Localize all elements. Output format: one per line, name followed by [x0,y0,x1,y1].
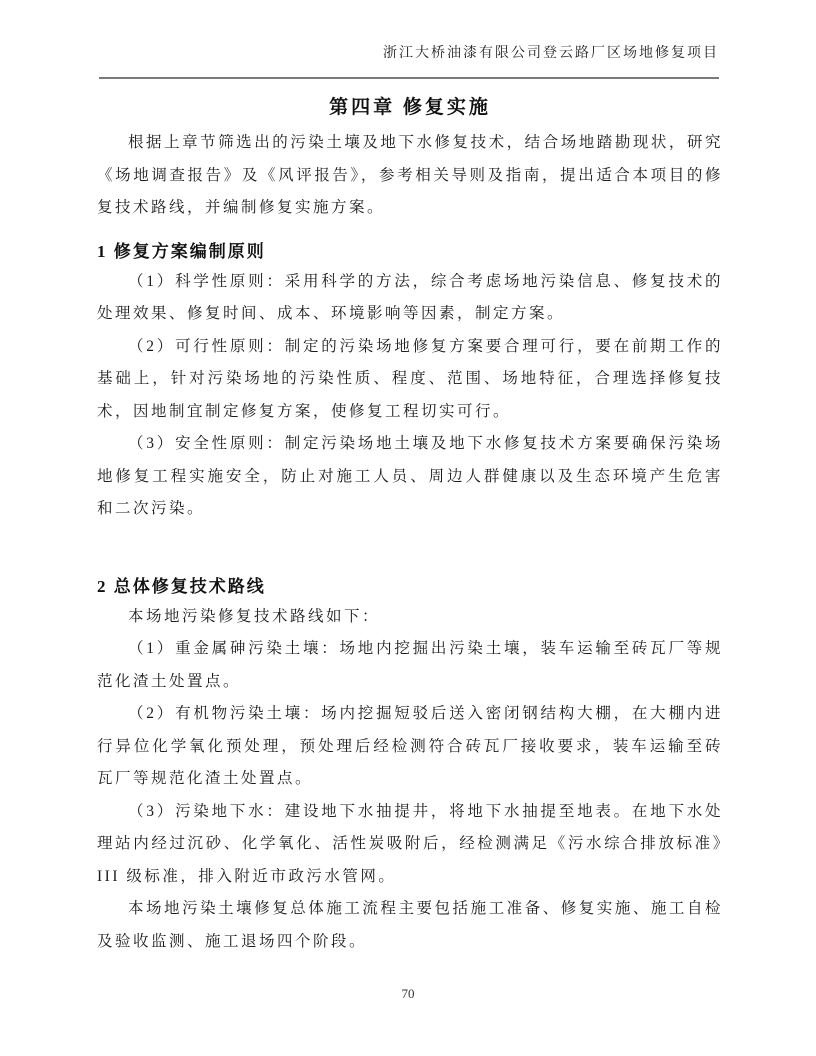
page-footer [0,986,816,1002]
section-2-heading: 2 总体修复技术路线 [97,576,266,596]
section-1-paragraph-3: （3）安全性原则：制定污染场地土壤及地下水修复技术方案要确保污染场地修复工程实施安全，防止对施工人员、周边人群健康以及生态环境产生危害和二次污染。 [97,435,723,517]
section-1-paragraph-1: （1）科学性原则：采用科学的方法，综合考虑场地污染信息、修复技术的处理效果、修复时间、成本、环境影响等因素，制定方案。 [97,272,723,322]
page-number: 70 [401,986,415,1001]
header-title: 浙江大桥油漆有限公司登云路厂区场地修复项目 [383,46,719,61]
page-header [99,42,719,79]
section-2-paragraph-5: 本场地污染土壤修复总体施工流程主要包括施工准备、修复实施、施工自检及验收监测、施工退场四个阶段。 [97,900,723,950]
section-2-paragraph-4: （3）污染地下水：建设地下水抽提井，将地下水抽提至地表。在地下水处理站内经过沉砂、化学氧化、活性炭吸附后，经检测满足《污水综合排放标准》III 级标准，排入附近市政污水管网。 [97,802,723,885]
section-1-heading: 1 修复方案编制原则 [97,241,266,261]
document-content [97,86,723,958]
section-2-paragraph-1: 本场地污染修复技术路线如下： [128,607,381,625]
section-2-paragraph-3: （2）有机物污染土壤：场内挖掘短驳后送入密闭钢结构大棚，在大棚内进行异位化学氧化预处理，预处理后经检测符合砖瓦厂接收要求，装车运输至砖瓦厂等规范化渣土处置点。 [97,705,723,787]
section-1-paragraph-2: （2）可行性原则：制定的污染场地修复方案要合理可行，要在前期工作的基础上，针对污染场地的污染性质、程度、范围、场地特征，合理选择修复技术，因地制宜制定修复方案，使修复工程切实可行。 [97,337,723,420]
chapter-title: 第四章 修复实施 [329,97,491,118]
intro-paragraph: 根据上章节筛选出的污染土壤及地下水修复技术，结合场地踏勘现状，研究《场地调查报告》及《风评报告》，参考相关导则及指南，提出适合本项目的修复技术路线，并编制修复实施方案。 [97,134,723,216]
section-2-paragraph-2: （1）重金属砷污染土壤：场地内挖掘出污染土壤，装车运输至砖瓦厂等规范化渣土处置点。 [97,640,723,690]
